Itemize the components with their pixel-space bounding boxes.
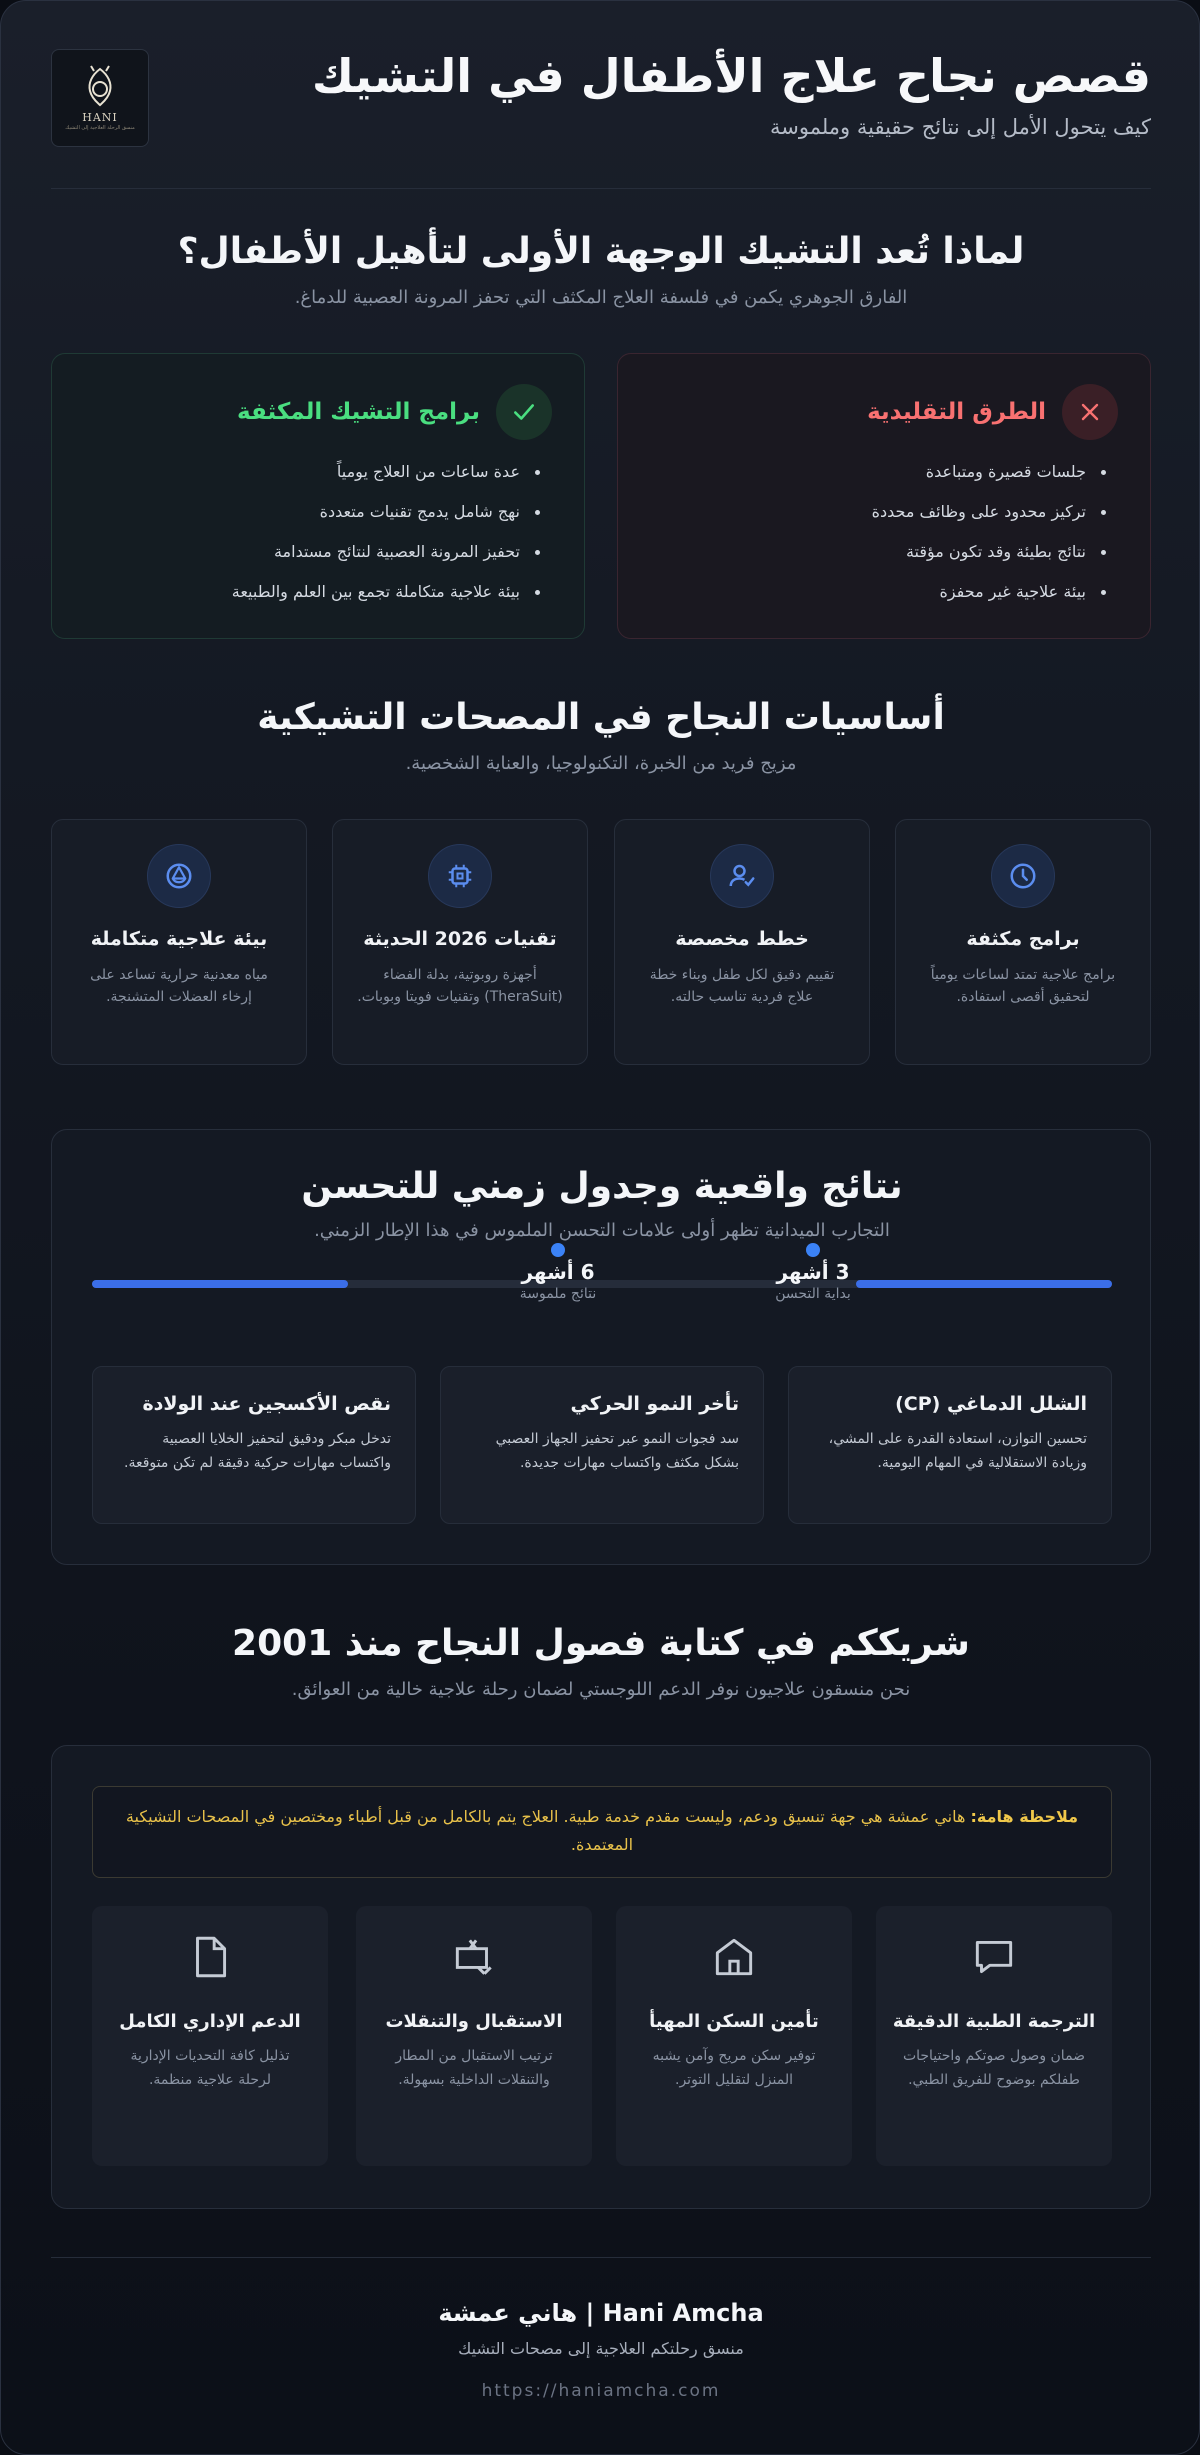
milestone-label: 3 أشهر xyxy=(776,1260,850,1284)
milestone-dot xyxy=(806,1243,820,1257)
transfer-icon xyxy=(449,1932,499,1982)
header-divider xyxy=(51,188,1151,189)
traditional-title: الطرق التقليدية xyxy=(867,399,1046,425)
intensive-card xyxy=(51,353,585,639)
pillars-title: أساسيات النجاح في المصحات التشيكية xyxy=(257,697,945,738)
why-subtitle: الفارق الجوهري يكمن في فلسفة العلاج المكثف التي تحفز المرونة العصبية للدماغ. xyxy=(294,287,908,308)
pillar-title: تقنيات 2026 الحديثة xyxy=(363,928,557,950)
pillar-title: خطط مخصصة xyxy=(675,928,809,950)
logo xyxy=(51,49,149,147)
case-desc: تدخل مبكر ودقيق لتحفيز الخلايا العصبية واكتساب مهارات حركية دقيقة لم تكن متوقعة. xyxy=(124,1431,391,1471)
check-icon xyxy=(496,384,552,440)
case-card-hypoxia xyxy=(92,1366,416,1524)
milestone-6-months xyxy=(508,1260,608,1302)
timeline-title: نتائج واقعية وجدول زمني للتحسن xyxy=(301,1166,903,1207)
list-item: بيئة علاجية غير محفزة xyxy=(650,582,1110,602)
footer-divider xyxy=(51,2257,1151,2258)
logo-text: HANI xyxy=(82,111,118,124)
footer-url-link[interactable]: https://haniamcha.com xyxy=(481,2381,721,2401)
timeline-section xyxy=(51,1129,1151,1565)
list-item: نتائج بطيئة وقد تكون مؤقتة xyxy=(650,542,1110,562)
traditional-card xyxy=(617,353,1151,639)
intensive-title: برامج التشيك المكثفة xyxy=(237,399,480,425)
service-desc: تذليل كافة التحديات الإدارية لرحلة علاجية منظمة. xyxy=(130,2048,290,2088)
timeline-subtitle: التجارب الميدانية تظهر أولى علامات التحسن الملموس في هذا الإطار الزمني. xyxy=(314,1220,890,1241)
services-section xyxy=(51,1745,1151,2209)
list-item: بيئة علاجية متكاملة تجمع بين العلم والطبيعة xyxy=(84,582,544,602)
milestone-desc: نتائج ملموسة xyxy=(519,1286,597,1302)
spa-icon xyxy=(147,844,211,908)
pillar-title: برامج مكثفة xyxy=(966,928,1080,950)
milestone-3-months xyxy=(763,1260,863,1302)
case-desc: سد فجوات النمو عبر تحفيز الجهاز العصبي بشكل مكثف واكتساب مهارات جديدة. xyxy=(495,1431,739,1471)
timeline-fill-left xyxy=(92,1280,348,1288)
service-card-housing xyxy=(616,1906,852,2166)
service-desc: توفير سكن مريح وآمن يشبه المنزل لتقليل التوتر. xyxy=(652,2048,816,2088)
case-title: نقص الأكسجين عند الولادة xyxy=(142,1393,391,1415)
page-subtitle: كيف يتحول الأمل إلى نتائج حقيقية وملموسة xyxy=(770,115,1151,139)
milestone-desc: بداية التحسن xyxy=(775,1286,851,1302)
note-label: ملاحظة هامة: xyxy=(970,1807,1079,1826)
service-title: الاستقبال والتنقلات xyxy=(385,2011,563,2032)
why-title: لماذا تُعد التشيك الوجهة الأولى لتأهيل الأطفال؟ xyxy=(177,231,1025,272)
header xyxy=(51,49,1151,149)
logo-tagline: منسق الرحلة العلاجية إلى التشيك xyxy=(65,125,135,131)
list-item: تحفيز المرونة العصبية لنتائج مستدامة xyxy=(84,542,544,562)
pillar-card-custom xyxy=(614,819,870,1065)
case-card-cp xyxy=(788,1366,1112,1524)
pillar-card-intensive xyxy=(895,819,1151,1065)
service-title: الترجمة الطبية الدقيقة xyxy=(892,2011,1096,2032)
case-title: تأخر النمو الحركي xyxy=(570,1393,739,1415)
pillar-title: بيئة علاجية متكاملة xyxy=(90,928,268,950)
pillar-desc: برامج علاجية تمتد لساعات يومياً لتحقيق أقصى استفادة. xyxy=(930,967,1116,1005)
chat-icon xyxy=(969,1932,1019,1982)
intensive-list xyxy=(84,462,552,602)
list-item: تركيز محدود على وظائف محددة xyxy=(650,502,1110,522)
document-icon xyxy=(185,1932,235,1982)
page-title: قصص نجاح علاج الأطفال في التشيك xyxy=(311,49,1151,103)
traditional-list xyxy=(650,462,1118,602)
case-card-motor-delay xyxy=(440,1366,764,1524)
partner-title: شريككم في كتابة فصول النجاح منذ 2001 xyxy=(232,1623,970,1664)
footer-name: Hani Amcha | هاني عمشة xyxy=(438,2299,764,2327)
list-item: نهج شامل يدمج تقنيات متعددة xyxy=(84,502,544,522)
logo-emblem-icon xyxy=(80,65,120,109)
pillar-desc: مياه معدنية حرارية تساعد على إرخاء العضلات المتشنجة. xyxy=(90,967,268,1005)
service-desc: ترتيب الاستقبال من المطار والتنقلات الداخلية بسهولة. xyxy=(395,2048,553,2088)
milestone-dot xyxy=(551,1243,565,1257)
service-card-translation xyxy=(876,1906,1112,2166)
case-desc: تحسين التوازن، استعادة القدرة على المشي، وزيادة الاستقلالية في المهام اليومية. xyxy=(828,1431,1087,1471)
pillar-card-tech xyxy=(332,819,588,1065)
partner-subtitle: نحن منسقون علاجيون نوفر الدعم اللوجستي لضمان رحلة علاجية خالية من العوائق. xyxy=(291,1679,911,1700)
list-item: جلسات قصيرة ومتباعدة xyxy=(650,462,1110,482)
x-icon xyxy=(1062,384,1118,440)
footer-subtitle: منسق رحلتكم العلاجية إلى مصحات التشيك xyxy=(458,2339,744,2358)
service-title: تأمين السكن المهيأ xyxy=(649,2011,819,2032)
list-item: عدة ساعات من العلاج يومياً xyxy=(84,462,544,482)
service-desc: ضمان وصول صوتكم واحتياجات طفلكم بوضوح للفريق الطبي. xyxy=(902,2048,1086,2088)
note-text: هاني عمشة هي جهة تنسيق ودعم، وليست مقدم خدمة طبية. العلاج يتم بالكامل من قبل أطباء ومختصين في المصحات التشيكية المعتمدة. xyxy=(125,1807,966,1854)
pillar-desc: تقييم دقيق لكل طفل وبناء خطة علاج فردية تناسب حالته. xyxy=(649,967,835,1005)
pillar-card-environment xyxy=(51,819,307,1065)
chip-icon xyxy=(428,844,492,908)
timeline-fill-right xyxy=(856,1280,1112,1288)
milestone-label: 6 أشهر xyxy=(521,1260,595,1284)
important-note xyxy=(92,1786,1112,1878)
home-icon xyxy=(709,1932,759,1982)
service-title: الدعم الإداري الكامل xyxy=(119,2011,301,2032)
pillar-desc: أجهزة روبوتية، بدلة الفضاء (TheraSuit) وتقنيات فويتا وبوبات. xyxy=(357,967,563,1005)
clock-icon xyxy=(991,844,1055,908)
user-check-icon xyxy=(710,844,774,908)
pillars-subtitle: مزيج فريد من الخبرة، التكنولوجيا، والعناية الشخصية. xyxy=(405,753,797,774)
case-title: الشلل الدماغي (CP) xyxy=(895,1393,1087,1415)
service-card-admin xyxy=(92,1906,328,2166)
service-card-transport xyxy=(356,1906,592,2166)
